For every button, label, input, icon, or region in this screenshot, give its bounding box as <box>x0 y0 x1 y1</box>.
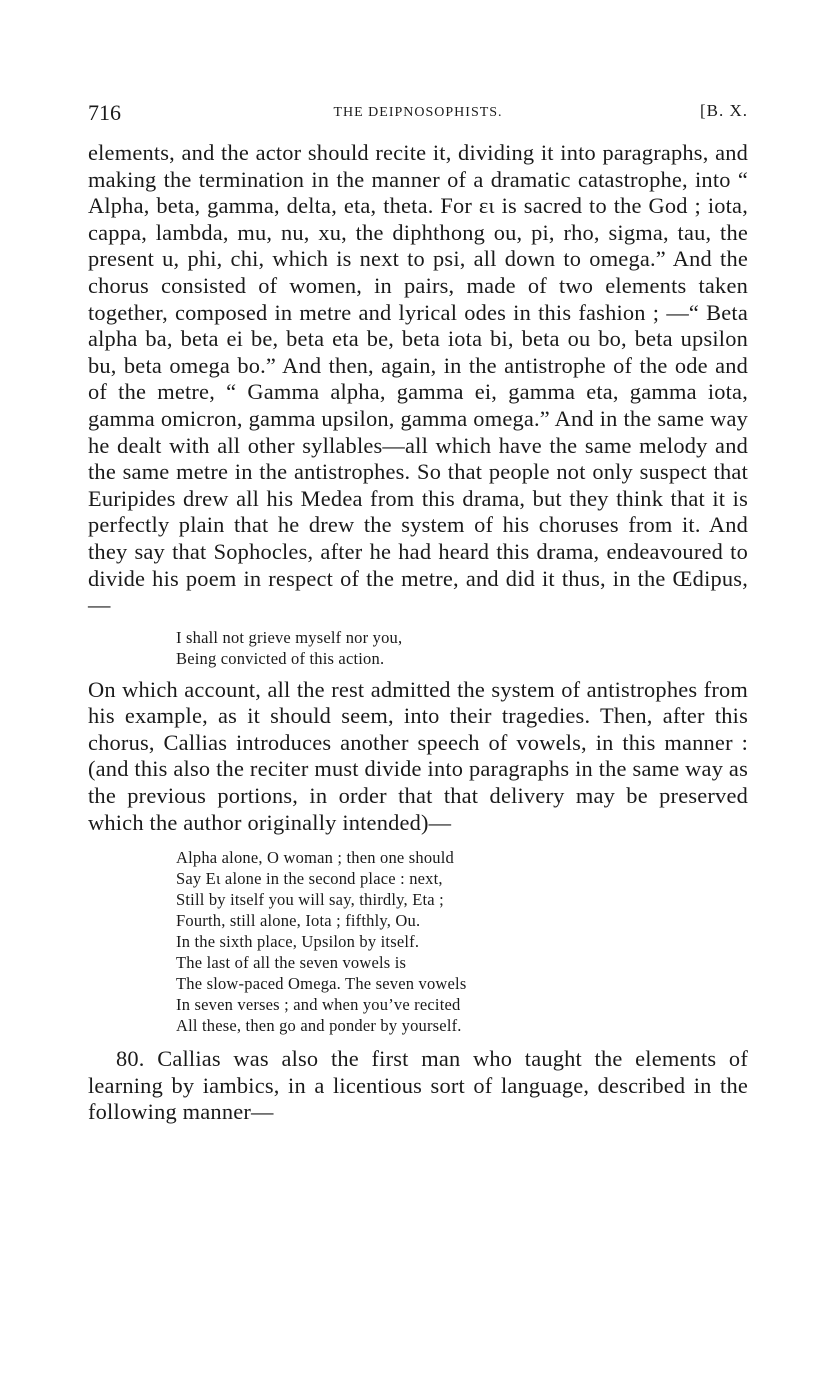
running-title: THE DEIPNOSOPHISTS. <box>333 105 503 120</box>
verse-line: The slow-paced Omega. The seven vowels <box>176 974 467 994</box>
verse-quotation-vowels <box>88 847 748 1036</box>
verse-line: Still by itself you will say, thirdly, Eta ; <box>176 890 444 910</box>
verse-quotation-oedipus <box>88 627 748 669</box>
verse-line: Being convicted of this action. <box>176 648 385 668</box>
verse-line: Alpha alone, O woman ; then one should <box>176 848 454 868</box>
verse-line: In the sixth place, Upsilon by itself. <box>176 932 420 952</box>
paragraph-2: On which account, all the rest admitted the system of antistrophes from his example, as it should seem, into their tragedies. Then, after this chorus, Callias introduces another speech of vowels, in this manner : (and this also the reciter must divide into paragraphs in the same way as the previous portions, in order that that delivery may be preserved which the author originally intended)— <box>88 676 748 835</box>
verse-line: The last of all the seven vowels is <box>176 953 407 973</box>
body-text <box>88 140 748 1126</box>
book-reference: [B. X. <box>699 101 748 120</box>
verse-line: Say Ει alone in the second place : next, <box>176 869 443 889</box>
verse-line: I shall not grieve myself nor you, <box>176 627 403 647</box>
verse-line: In seven verses ; and when you’ve recited <box>176 995 461 1015</box>
paragraph-1: elements, and the actor should recite it, dividing it into paragraphs, and making the termination in the manner of a dramatic catastrophe, into “ Alpha, beta, gamma, delta, eta, theta. For ει is sacred to the God ; iota, cappa, lambda, mu, nu, xu, the diphthong ou, pi, rho, sigma, tau, the present u, phi, chi, which is next to psi, all down to omega.” And the chorus consisted of women, in pairs, made of two elements taken together, composed in metre and lyrical odes in this fashion ; —“ Beta alpha ba, beta ei be, beta eta be, beta iota bi, beta ou bo, beta upsilon bu, beta omega bo.” And then, again, in the antistrophe of the ode and of the metre, “ Gamma alpha, gamma ei, gamma eta, gamma iota, gamma omicron, gamma upsilon, gamma omega.” And in the same way he dealt with all other syllables—all which have the same melody and the same metre in the antistrophes. So that people not only suspect that Euripides drew all his Medea from this drama, but they think that it is perfectly plain that he drew the system of his choruses from it. And they say that Sophocles, after he had heard this drama, endeavoured to divide his poem in respect of the metre, and did it thus, in the Œdipus,— <box>88 140 748 618</box>
verse-line: All these, then go and ponder by yourself. <box>176 1016 462 1036</box>
verse-line: Fourth, still alone, Iota ; fifthly, Ou. <box>176 911 421 931</box>
page-number: 716 <box>88 100 121 125</box>
running-head <box>88 100 748 130</box>
paragraph-3: 80. Callias was also the first man who taught the elements of learning by iambics, in a licentious sort of language, described in the following manner— <box>88 1046 748 1125</box>
